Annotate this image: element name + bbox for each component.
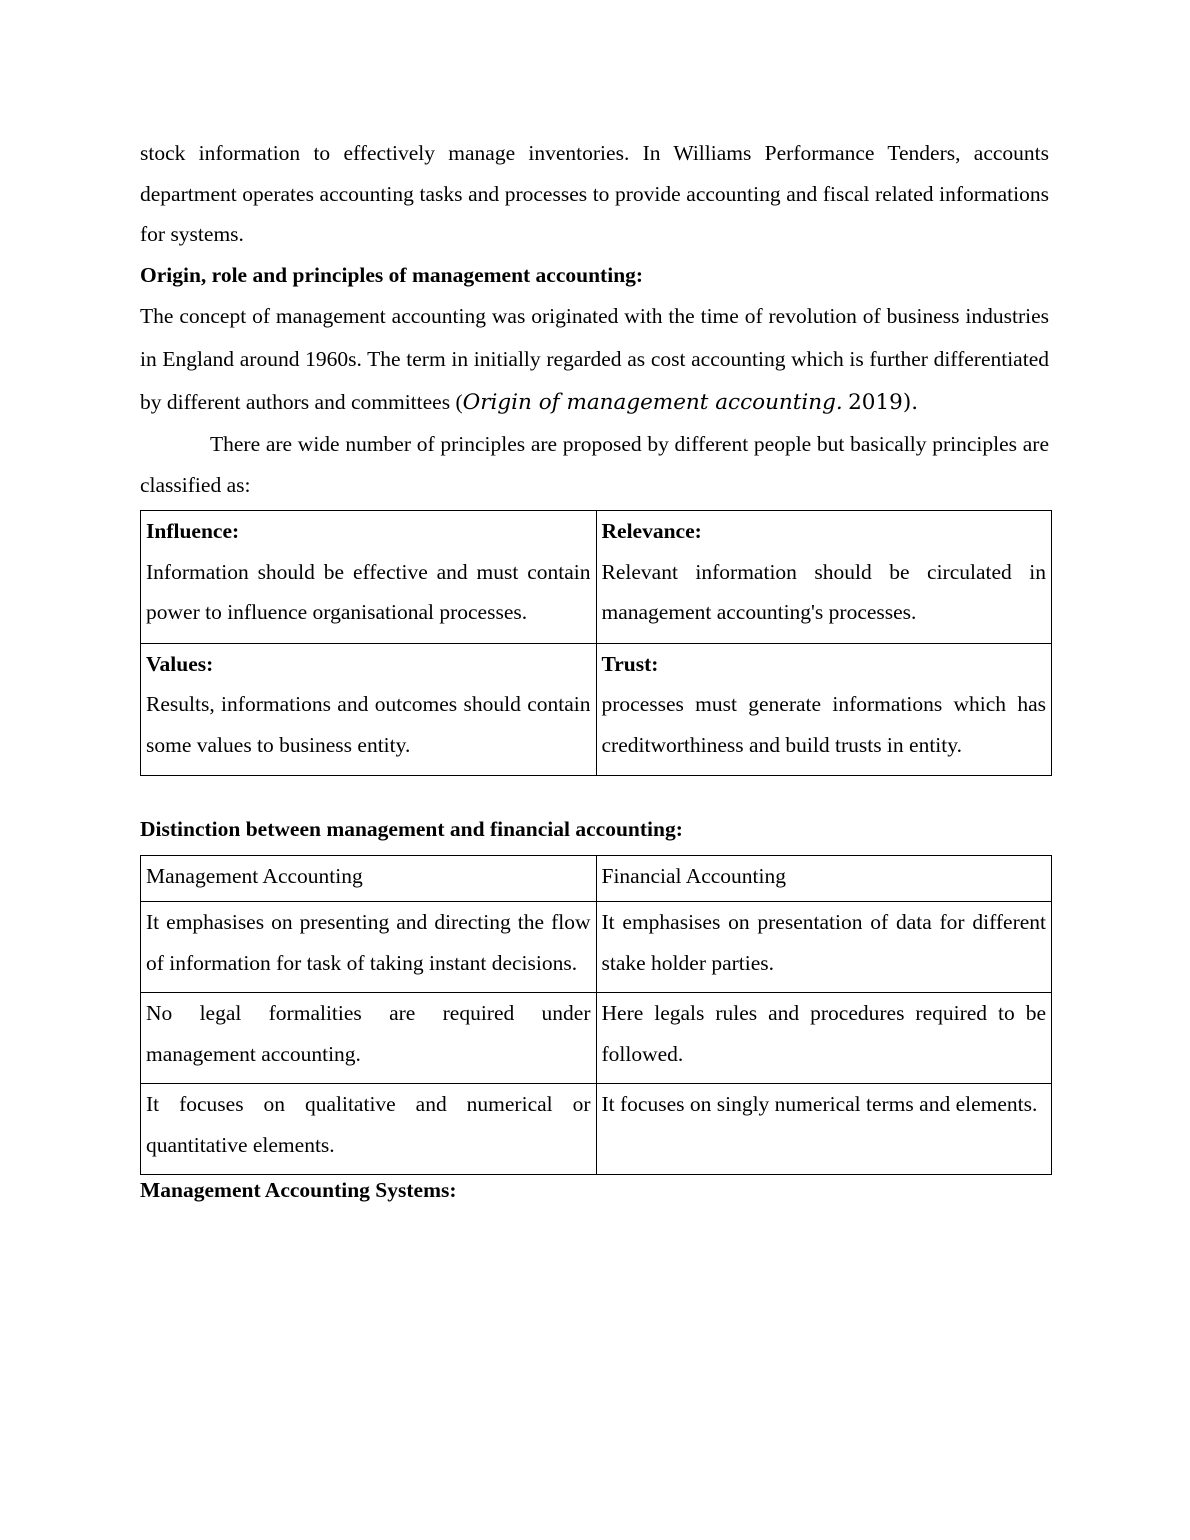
- table-cell: No legal formalities are required under management accounting.: [141, 993, 597, 1084]
- table-row: [141, 511, 1052, 644]
- principle-text: Relevant information should be circulated in management accounting's processes.: [601, 559, 1046, 624]
- table-cell: Here legals rules and procedures required to be followed.: [596, 993, 1052, 1084]
- origin-heading: Origin, role and principles of management accounting:: [140, 262, 644, 287]
- principle-cell-trust: [596, 643, 1052, 776]
- column-header-financial: Financial Accounting: [596, 855, 1052, 902]
- column-header-management: Management Accounting: [141, 855, 597, 902]
- distinction-heading: Distinction between management and financial accounting:: [140, 817, 683, 841]
- table-row: [141, 993, 1052, 1084]
- intro-paragraph: stock information to effectively manage inventories. In Williams Performance Tenders, accounts department operates accounting tasks and processes to provide accounting and fiscal related informations for systems.: [140, 141, 1049, 246]
- table-row: [141, 643, 1052, 776]
- table-cell: It emphasises on presentation of data for different stake holder parties.: [596, 902, 1052, 993]
- table-row: [141, 1084, 1052, 1175]
- origin-citation-title: Origin of management accounting.: [462, 390, 843, 415]
- principle-cell-influence: [141, 511, 597, 644]
- principle-title: Relevance:: [601, 519, 702, 543]
- systems-heading: Management Accounting Systems:: [140, 1178, 457, 1202]
- principle-title: Trust:: [601, 651, 659, 676]
- table-row: [141, 902, 1052, 993]
- document-page: [140, 133, 1049, 1211]
- principle-text: Results, informations and outcomes should contain some values to business entity.: [146, 692, 591, 757]
- table-cell: It emphasises on presenting and directing the flow of information for task of taking instant decisions.: [141, 902, 597, 993]
- principle-title: Influence:: [146, 519, 240, 543]
- principles-table: [140, 510, 1052, 776]
- distinction-table: [140, 855, 1052, 1176]
- origin-paragraph-text: The concept of management accounting was originated with the time of revolution of business industries in England around 1960s. The term in initially regarded as cost accounting which is further differentiated by different authors and committees (: [140, 304, 1049, 414]
- principle-text: processes must generate informations which has creditworthiness and build trusts in entity.: [601, 692, 1046, 757]
- principle-cell-values: [141, 643, 597, 776]
- principles-intro: There are wide number of principles are proposed by different people but basically principles are classified as:: [140, 432, 1049, 497]
- table-cell: It focuses on singly numerical terms and elements.: [596, 1084, 1052, 1175]
- principle-text: Information should be effective and must contain power to influence organisational processes.: [146, 559, 591, 624]
- origin-citation-year: 2019).: [848, 390, 919, 415]
- principle-cell-relevance: [596, 511, 1052, 644]
- table-header-row: [141, 855, 1052, 902]
- table-cell: It focuses on qualitative and numerical or quantitative elements.: [141, 1084, 597, 1175]
- origin-paragraph: [140, 295, 1049, 424]
- principle-title: Values:: [146, 651, 214, 676]
